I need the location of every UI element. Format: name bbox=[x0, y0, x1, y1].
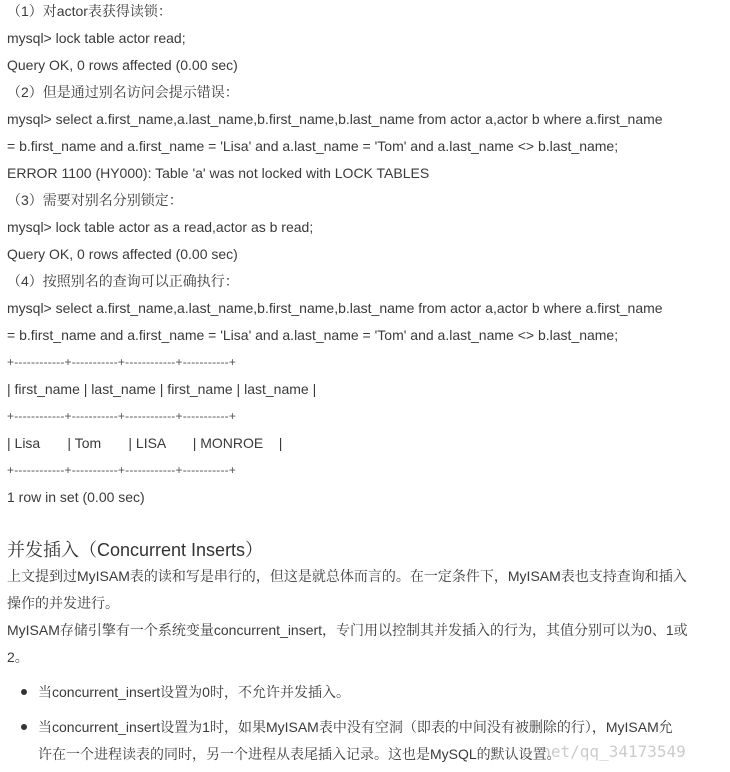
sql-command-line: = b.first_name and a.first_name = 'Lisa' and a.last_name = 'Tom' and a.last_name <> b.last_name; bbox=[7, 138, 619, 154]
sql-command-line: mysql> select a.first_name,a.last_name,b.first_name,b.last_name from actor a,actor b where a.first_name bbox=[7, 300, 663, 316]
sql-error-line: ERROR 1100 (HY000): Table 'a' was not locked with LOCK TABLES bbox=[7, 165, 430, 181]
sql-result-line: Query OK, 0 rows affected (0.00 sec) bbox=[7, 246, 238, 262]
bullet-item-2-line-2: 许在一个进程读表的同时，另一个进程从表尾插入记录。这也是MySQL的默认设置。 bbox=[38, 746, 561, 762]
result-table-border: +------------+-----------+------------+-----------+ bbox=[7, 355, 237, 369]
bullet-item-2-line-1: 当concurrent_insert设置为1时，如果MyISAM表中没有空洞（即表的中间没有被删除的行），MyISAM允 bbox=[38, 719, 673, 735]
paragraph-2-line-1: MyISAM存储引擎有一个系统变量concurrent_insert，专门用以控制其并发插入的行为，其值分别可以为0、1或 bbox=[7, 622, 688, 638]
watermark-text: n.net/qq_34173549 bbox=[522, 742, 686, 761]
sql-result-line: Query OK, 0 rows affected (0.00 sec) bbox=[7, 57, 238, 73]
result-table-border: +------------+-----------+------------+-----------+ bbox=[7, 409, 237, 423]
step-1-label: （1）对actor表获得读锁： bbox=[7, 3, 172, 19]
section-heading: 并发插入（Concurrent Inserts） bbox=[7, 540, 264, 560]
result-table-border: +------------+-----------+------------+-----------+ bbox=[7, 463, 237, 477]
sql-command-line: mysql> select a.first_name,a.last_name,b.first_name,b.last_name from actor a,actor b where a.first_name bbox=[7, 111, 663, 127]
sql-command-line: mysql> lock table actor read; bbox=[7, 30, 186, 46]
paragraph-2-line-2: 2。 bbox=[7, 649, 29, 665]
paragraph-1-line-2: 操作的并发进行。 bbox=[7, 595, 119, 611]
paragraph-1-line-1: 上文提到过MyISAM表的读和写是串行的，但这是就总体而言的。在一定条件下，MyISAM表也支持查询和插入 bbox=[7, 568, 687, 584]
bullet-item-1: 当concurrent_insert设置为0时，不允许并发插入。 bbox=[38, 684, 350, 700]
bullet-icon bbox=[21, 724, 27, 730]
step-4-label: （4）按照别名的查询可以正确执行： bbox=[7, 273, 239, 289]
step-2-label: （2）但是通过别名访问会提示错误： bbox=[7, 84, 239, 100]
sql-command-line: = b.first_name and a.first_name = 'Lisa' and a.last_name = 'Tom' and a.last_name <> b.last_name; bbox=[7, 327, 619, 343]
result-table-header: | first_name | last_name | first_name | last_name | bbox=[7, 381, 317, 397]
result-table-row: | Lisa | Tom | LISA | MONROE | bbox=[7, 435, 283, 451]
result-row-count: 1 row in set (0.00 sec) bbox=[7, 489, 145, 505]
sql-command-line: mysql> lock table actor as a read,actor as b read; bbox=[7, 219, 314, 235]
step-3-label: （3）需要对别名分别锁定： bbox=[7, 192, 183, 208]
bullet-icon bbox=[21, 689, 27, 695]
